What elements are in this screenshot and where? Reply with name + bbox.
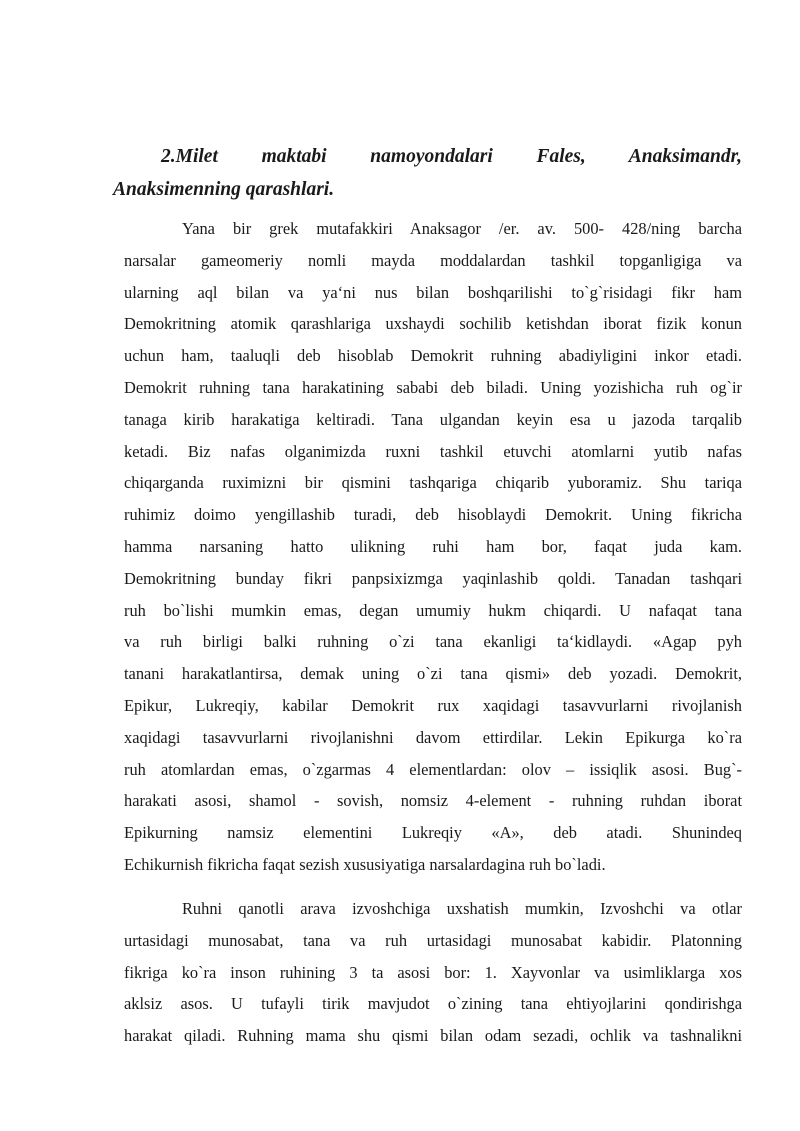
text-line: tanani harakatlantirsa, demak uning o`zi tana qismi» deb yozadi. Demokrit,: [124, 664, 742, 684]
text-line: ruhimiz doimo yengillashib turadi, deb hisoblaydi Demokrit. Uning fikricha: [124, 505, 742, 525]
text-line: harakati asosi, shamol - sovish, nomsiz 4-element - ruhning ruhdan iborat: [124, 791, 742, 811]
paragraph: [124, 893, 742, 1052]
text-line: harakat qiladi. Ruhning mama shu qismi bilan odam sezadi, ochlik va tashnalikni: [124, 1026, 742, 1046]
text-line: va ruh birligi balki ruhning o`zi tana ekanligi ta‘kidlaydi. «Agap pyh: [124, 632, 742, 652]
text-line: Epikurning namsiz elementini Lukreqiy «A», deb atadi. Shunindeq: [124, 823, 742, 843]
text-line: tanaga kirib harakatiga keltiradi. Tana ulgandan keyin esa u jazoda tarqalib: [124, 409, 742, 429]
text-line: chiqarganda ruximizni bir qismini tashqariga chiqarib yuboramiz. Shu tariqa: [124, 473, 742, 493]
text-line: Echikurnish fikricha faqat sezish xususiyatiga narsalardagina ruh bo`ladi.: [124, 854, 606, 874]
text-line: Yana bir grek mutafakkiri Anaksagor /er. av. 500- 428/ning barcha: [182, 219, 742, 238]
heading-line: 2.Milet maktabi namoyondalari Fales, Anaksimandr,: [161, 146, 742, 167]
heading-line: Anaksimenning qarashlari.: [113, 179, 335, 200]
text-line: xaqidagi tasavvurlarni rivojlanishni davom ettirdilar. Lekin Epikurga ko`ra: [124, 727, 742, 747]
text-line: urtasidagi munosabat, tana va ruh urtasidagi munosabat kabidir. Platonning: [124, 930, 742, 950]
text-line: ruh atomlardan emas, o`zgarmas 4 elementlardan: olov – issiqlik asosi. Bug`-: [124, 759, 742, 779]
text-line: uchun ham, taaluqli deb hisoblab Demokrit ruhning abadiyligini inkor etadi.: [124, 346, 742, 366]
section-heading: [113, 140, 742, 206]
text-line: hamma narsaning hatto ulikning ruhi ham bor, faqat juda kam.: [124, 536, 742, 556]
text-line: ruh bo`lishi mumkin emas, degan umumiy hukm chiqardi. U nafaqat tana: [124, 600, 742, 620]
text-line: Ruhni qanotli arava izvoshchiga uxshatish mumkin, Izvoshchi va otlar: [182, 899, 742, 918]
text-line: ularning aql bilan va ya‘ni nus bilan boshqarilishi to`g`risidagi fikr ham: [124, 282, 742, 302]
text-line: ketadi. Biz nafas olganimizda ruxni tashkil etuvchi atomlarni yutib nafas: [124, 441, 742, 461]
paragraph: [124, 213, 742, 881]
text-line: Demokritning atomik qarashlariga uxshaydi sochilib ketishdan iborat fizik konun: [124, 314, 742, 334]
text-line: fikriga ko`ra inson ruhining 3 ta asosi bor: 1. Xayvonlar va usimliklarga xos: [124, 962, 742, 982]
text-line: Demokritning bunday fikri panpsixizmga yaqinlashib qoldi. Tanadan tashqari: [124, 568, 742, 588]
text-line: narsalar gameomeriy nomli mayda moddalardan tashkil topganligiga va: [124, 250, 742, 270]
text-line: aklsiz asos. U tufayli tirik mavjudot o`zining tana ehtiyojlarini qondirishga: [124, 994, 742, 1014]
text-line: Demokrit ruhning tana harakatining sababi deb biladi. Uning yozishicha ruh og`ir: [124, 377, 742, 397]
text-line: Epikur, Lukreqiy, kabilar Demokrit rux xaqidagi tasavvurlarni rivojlanish: [124, 695, 742, 715]
